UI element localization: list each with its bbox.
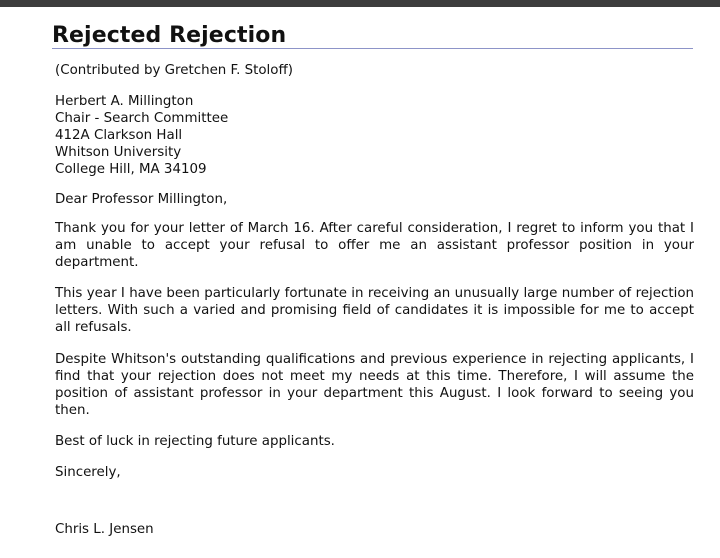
salutation: Dear Professor Millington, [55, 192, 228, 207]
signoff: Sincerely, [55, 465, 121, 480]
title-divider [52, 48, 693, 49]
address-line-name: Herbert A. Millington [55, 94, 194, 109]
address-line-university: Whitson University [55, 145, 182, 160]
address-line-title: Chair - Search Committee [55, 111, 229, 126]
contributor-note: (Contributed by Gretchen F. Stoloff) [55, 63, 293, 78]
recipient-address [55, 93, 694, 178]
paragraph-1: Thank you for your letter of March 16. After careful consideration, I regret to inform you that I am unable to accept your refusal to offer me an assistant professor position in your department. [55, 221, 694, 270]
page-title: Rejected Rejection [52, 23, 287, 48]
signature: Chris L. Jensen [55, 522, 154, 537]
letter-body [55, 62, 694, 538]
top-bar [0, 0, 720, 7]
paragraph-2: This year I have been particularly fortunate in receiving an unusually large number of rejection letters. With such a varied and promising field of candidates it is impossible for me to accept all refusals. [55, 286, 694, 335]
closing-line: Best of luck in rejecting future applicants. [55, 434, 335, 449]
address-line-building: 412A Clarkson Hall [55, 128, 183, 143]
address-line-city: College Hill, MA 34109 [55, 162, 207, 177]
paragraph-3: Despite Whitson's outstanding qualifications and previous experience in rejecting applicants, I find that your rejection does not meet my needs at this time. Therefore, I will assume the position of assistant professor in your department this August. I look forward to seeing you then. [55, 352, 694, 418]
